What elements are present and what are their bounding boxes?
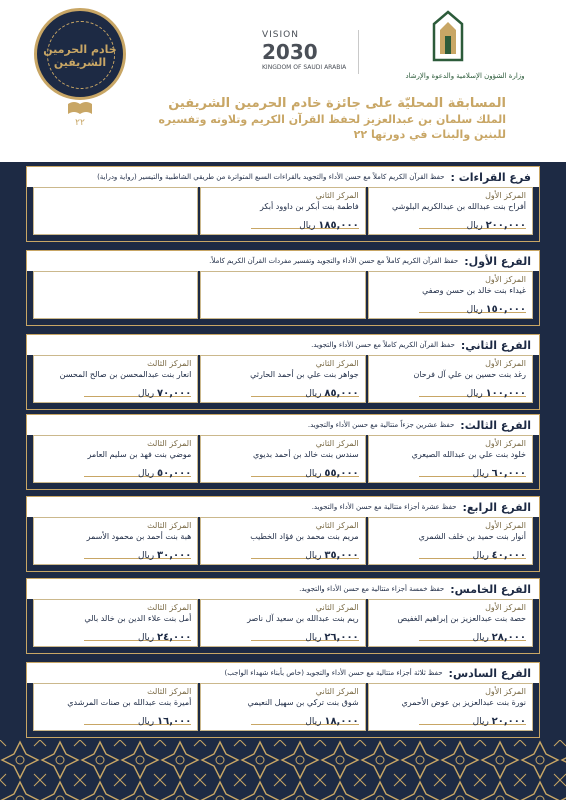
- winner-cell: [200, 683, 365, 731]
- prize-amount: ٤٠,٠٠٠: [491, 550, 526, 561]
- prize: [467, 304, 526, 315]
- branch-header: [27, 167, 539, 187]
- title-line-1: المسابقة المحليّة على جائزة خادم الحرمين الشريفين: [168, 96, 506, 111]
- winners-row: [33, 271, 533, 319]
- branch-name: الفرع الثاني:: [460, 338, 531, 352]
- branch-name: فرع القراءات :: [450, 170, 531, 184]
- branch-description: حفظ عشرة أجزاء متتالية مع حسن الأداء والتجويد.: [311, 503, 457, 511]
- prize-amount: ٣٥,٠٠٠: [324, 550, 359, 561]
- branch-header: [27, 335, 539, 355]
- winner-name: خلود بنت علي بن عبدالله الصيعري: [411, 450, 526, 459]
- prize: [305, 550, 358, 561]
- empty-cell: [33, 271, 198, 319]
- currency: ريال: [466, 305, 483, 315]
- branch-header: [27, 497, 539, 517]
- vision-2030-logo: [262, 30, 347, 71]
- currency: ريال: [305, 633, 322, 643]
- currency: ريال: [472, 717, 489, 727]
- branch-header: [27, 415, 539, 435]
- winner-name: جواهر بنت علي بن أحمد الحارثي: [250, 370, 359, 379]
- winner-name: انعار بنت عبدالمحسن بن صالح المحسن: [59, 370, 192, 379]
- prize: [473, 716, 526, 727]
- quran-book-icon: [66, 100, 94, 116]
- winners-row: [33, 187, 533, 235]
- winner-cell: [368, 517, 533, 565]
- winner-name: غيداء بنت خالد بن حسن وصفي: [422, 286, 526, 295]
- branch-header: [27, 579, 539, 599]
- prize: [467, 388, 526, 399]
- winner-name: حصة بنت عبدالعزيز بن إبراهيم الغفيص: [397, 614, 526, 623]
- prize-amount: ٧٠,٠٠٠: [157, 388, 192, 399]
- rank-label: المركز الأول: [485, 521, 526, 530]
- winner-name: مريم بنت محمد بن فؤاد الخطيب: [250, 532, 359, 541]
- prize-amount: ٨٥,٠٠٠: [324, 388, 359, 399]
- branch-third: [26, 414, 540, 490]
- currency: ريال: [305, 717, 322, 727]
- prize-amount: ٦٠,٠٠٠: [491, 468, 526, 479]
- prize-amount: ٢٤,٠٠٠: [157, 632, 192, 643]
- winner-cell: [33, 599, 198, 647]
- award-seal-logo: [34, 8, 126, 100]
- branch-header: [27, 251, 539, 271]
- winner-cell: [368, 599, 533, 647]
- winners-row: [33, 517, 533, 565]
- winner-cell: [200, 355, 365, 403]
- rank-label: المركز الأول: [485, 275, 526, 284]
- rank-label: المركز الأول: [485, 603, 526, 612]
- currency: ريال: [138, 633, 155, 643]
- prize: [138, 388, 191, 399]
- logo-divider: [358, 30, 359, 74]
- title-line-2: الملك سلمان بن عبدالعزيز لحفظ القرآن الكريم وتلاوته وتفسيره: [158, 113, 506, 126]
- currency: ريال: [299, 221, 316, 231]
- prize-amount: ٢٠٠,٠٠٠: [485, 220, 526, 231]
- prize: [138, 632, 191, 643]
- prize-amount: ٣٠,٠٠٠: [157, 550, 192, 561]
- prize: [138, 468, 191, 479]
- branch-name: الفرع الخامس:: [450, 582, 531, 596]
- branch-name: الفرع السادس:: [448, 666, 531, 680]
- branch-description: حفظ عشرين جزءاً متتالية مع حسن الأداء والتجويد.: [307, 421, 455, 429]
- prize-amount: ٢٦,٠٠٠: [324, 632, 359, 643]
- winner-cell: [368, 271, 533, 319]
- winner-name: أميرة بنت عبدالله بن صنات المرشدي: [67, 698, 192, 707]
- ministry-logo: [390, 10, 540, 80]
- winner-cell: [33, 517, 198, 565]
- vision-year: 2030: [262, 40, 318, 64]
- prize-amount: ١٨,٠٠٠: [324, 716, 359, 727]
- currency: ريال: [138, 551, 155, 561]
- winners-row: [33, 435, 533, 483]
- winner-cell: [33, 683, 198, 731]
- branch-sixth: [26, 662, 540, 738]
- winner-cell: [368, 187, 533, 235]
- branch-first: [26, 250, 540, 326]
- rank-label: المركز الثاني: [315, 359, 359, 368]
- winner-cell: [200, 599, 365, 647]
- branch-qiraat: [26, 166, 540, 242]
- winner-name: نورة بنت عبدالعزيز بن عوض الأحمري: [401, 698, 526, 707]
- winner-cell: [368, 683, 533, 731]
- rank-label: المركز الأول: [485, 687, 526, 696]
- footer-ornament: [0, 740, 566, 800]
- currency: ريال: [305, 389, 322, 399]
- winner-name: موضي بنت فهد بن سليم العامر: [87, 450, 192, 459]
- currency: ريال: [305, 551, 322, 561]
- rank-label: المركز الثاني: [315, 687, 359, 696]
- winner-name: أنوار بنت حميد بن خلف الشمري: [418, 532, 526, 541]
- rank-label: المركز الثالث: [147, 359, 192, 368]
- winners-row: [33, 599, 533, 647]
- rank-label: المركز الأول: [485, 359, 526, 368]
- branch-header: [27, 663, 539, 683]
- winners-row: [33, 683, 533, 731]
- ministry-emblem-icon: [428, 10, 468, 66]
- prize: [467, 220, 526, 231]
- seal-text: خادم الحرمين الشريفين: [43, 43, 117, 69]
- winner-name: شوق بنت تركي بن سهيل النعيمي: [247, 698, 359, 707]
- header: [0, 0, 566, 162]
- currency: ريال: [466, 221, 483, 231]
- winner-name: ريم بنت عبدالله بن سعيد آل ناصر: [247, 614, 359, 623]
- winner-cell: [200, 435, 365, 483]
- currency: ريال: [138, 717, 155, 727]
- rank-label: المركز الثالث: [147, 439, 192, 448]
- prize-amount: ٢٨,٠٠٠: [491, 632, 526, 643]
- rank-label: المركز الثالث: [147, 687, 192, 696]
- seal-number: ٢٢: [75, 118, 85, 128]
- currency: ريال: [472, 469, 489, 479]
- branch-description: حفظ القرآن الكريم كاملاً مع حسن الأداء والتجويد وتفسير مفردات القرآن الكريم كاملاً.: [209, 257, 459, 265]
- prize-amount: ١٨٥,٠٠٠: [318, 220, 359, 231]
- arabesque-pattern-icon: [0, 740, 566, 800]
- rank-label: المركز الثاني: [315, 191, 359, 200]
- prize: [305, 468, 358, 479]
- prize: [473, 468, 526, 479]
- vision-subtitle: KINGDOM OF SAUDI ARABIA: [262, 64, 347, 71]
- vision-label: VISION: [262, 30, 299, 40]
- branch-fourth: [26, 496, 540, 572]
- prize: [138, 716, 191, 727]
- prize: [473, 550, 526, 561]
- prize: [138, 550, 191, 561]
- winner-name: فاطمة بنت أبكر بن داوود أبكر: [259, 202, 359, 211]
- currency: ريال: [466, 389, 483, 399]
- winner-name: أفراح بنت عبدالله بن عبدالكريم البلوشي: [391, 202, 526, 211]
- rank-label: المركز الثالث: [147, 603, 192, 612]
- winner-name: أمل بنت علاء الدين بن خالد بالي: [84, 614, 192, 623]
- branch-description: حفظ القرآن الكريم كاملاً مع حسن الأداء والتجويد.: [311, 341, 455, 349]
- prize-amount: ١٠٠,٠٠٠: [485, 388, 526, 399]
- winner-cell: [368, 355, 533, 403]
- branch-name: الفرع الثالث:: [460, 418, 531, 432]
- prize: [305, 716, 358, 727]
- prize-amount: ١٥٠,٠٠٠: [485, 304, 526, 315]
- currency: ريال: [472, 551, 489, 561]
- rank-label: المركز الثاني: [315, 603, 359, 612]
- branch-description: حفظ القرآن الكريم كاملاً مع حسن الأداء والتجويد بالقراءات السبع المتواترة من طريقي الشاطبية والتيسير (رواية ودراية): [97, 173, 445, 181]
- winners-row: [33, 355, 533, 403]
- empty-cell: [200, 271, 365, 319]
- prize-amount: ٥٠,٠٠٠: [157, 468, 192, 479]
- prize-amount: ٢٠,٠٠٠: [491, 716, 526, 727]
- prize: [305, 632, 358, 643]
- rank-label: المركز الثالث: [147, 521, 192, 530]
- winner-cell: [33, 435, 198, 483]
- empty-cell: [33, 187, 198, 235]
- branch-description: حفظ ثلاثة أجزاء متتالية مع حسن الأداء والتجويد (خاص بأبناء شهداء الواجب): [224, 669, 443, 677]
- winner-name: سندس بنت خالد بن أحمد بديوي: [253, 450, 359, 459]
- rank-label: المركز الأول: [485, 439, 526, 448]
- rank-label: المركز الثاني: [315, 439, 359, 448]
- rank-label: المركز الأول: [485, 191, 526, 200]
- winner-cell: [200, 517, 365, 565]
- prize-amount: ٥٥,٠٠٠: [324, 468, 359, 479]
- branch-description: حفظ خمسة أجزاء متتالية مع حسن الأداء والتجويد.: [299, 585, 445, 593]
- prize: [473, 632, 526, 643]
- winner-cell: [368, 435, 533, 483]
- title-line-3: للبنين والبنات في دورتها ٢٢: [353, 128, 506, 141]
- prize-amount: ١٦,٠٠٠: [157, 716, 192, 727]
- currency: ريال: [472, 633, 489, 643]
- branch-name: الفرع الأول:: [464, 254, 531, 268]
- branch-name: الفرع الرابع:: [462, 500, 531, 514]
- currency: ريال: [138, 389, 155, 399]
- prize: [299, 220, 358, 231]
- currency: ريال: [138, 469, 155, 479]
- branch-fifth: [26, 578, 540, 654]
- branch-second: [26, 334, 540, 410]
- currency: ريال: [305, 469, 322, 479]
- ministry-name: وزارة الشؤون الإسلامية والدعوة والإرشاد: [405, 72, 525, 80]
- winner-name: رغد بنت حسين بن علي آل فرحان: [413, 370, 526, 379]
- rank-label: المركز الثاني: [315, 521, 359, 530]
- winner-cell: [200, 187, 365, 235]
- winner-name: هبة بنت أحمد بن محمود الأسمر: [86, 532, 192, 541]
- prize: [305, 388, 358, 399]
- winner-cell: [33, 355, 198, 403]
